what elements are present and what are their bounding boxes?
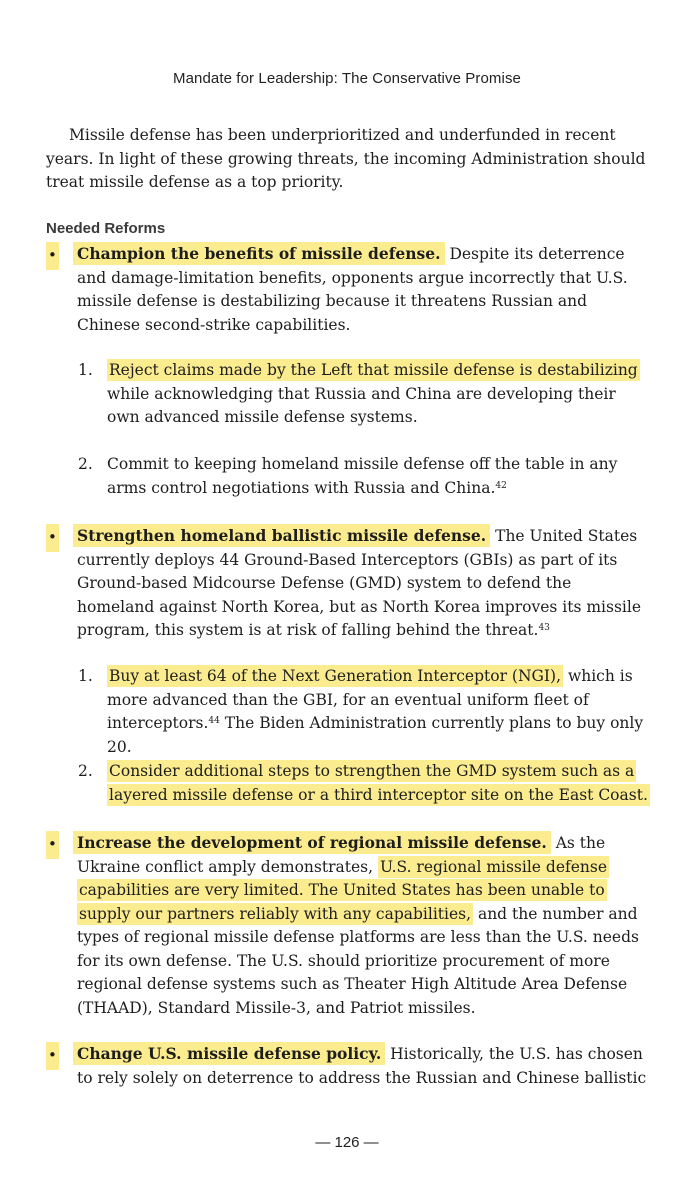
bullet-icon: • [46,524,59,552]
bullet-icon: • [46,242,59,270]
page-number: — 126 — [315,1134,379,1151]
reform-title: Change U.S. missile defense policy. [73,1042,385,1065]
reform-item [48,524,647,643]
reform-item [48,1042,647,1090]
reform-item [48,831,647,1020]
sub-item [78,453,652,500]
footnote-ref: 42 [495,480,507,491]
footnote-ref: 43 [538,623,550,633]
bullet-icon: • [46,1042,59,1070]
reform-title: Champion the benefits of missile defense. [73,242,445,265]
sub-item-text: while acknowledging that Russia and China are developing their own advanced missile defense systems. [107,384,616,426]
sub-item-number: 1. [78,667,93,685]
sub-item [78,665,652,759]
sub-item [78,760,652,807]
reform-body: As the Ukraine conflict amply demonstrates, [77,834,606,876]
highlighted-text: Reject claims made by the Left that missile defense is destabilizing [109,361,638,379]
sub-item-text: which is more advanced than the GBI, for an eventual uniform fleet of interceptors. [107,667,633,732]
sub-item-text: Commit to keeping homeland missile defense off the table in any arms control negotiations with Russia and China. [107,455,618,497]
intro-paragraph: Missile defense has been underprioritized and underfunded in recent years. In light of these growing threats, the incoming Administration should treat missile defense as a top priority. [46,126,646,191]
reform-body: and the number and types of regional missile defense platforms are less than the U.S. needs for its own defense. The U.S. should prioritize procurement of more regional defense systems such as Theater High Altitude Area Defense (THAAD), Standard Missile-3, and Patriot missiles. [77,904,639,1017]
reform-title: Increase the development of regional missile defense. [73,831,551,854]
running-head: Mandate for Leadership: The Conservative Promise [172,70,522,87]
reform-item [48,242,647,337]
highlighted-text: Consider additional steps to strengthen the GMD system such as a layered missile defense or a third interceptor site on the East Coast. [109,762,648,804]
bullet-icon: • [46,831,59,859]
section-heading: Needed Reforms [46,220,166,237]
reform-body: Despite its deterrence and damage-limitation benefits, opponents argue incorrectly that U.S. missile defense is destabilizing because it threatens Russian and Chinese second-strike capabilities. [77,245,628,334]
reform-body: Historically, the U.S. has chosen to rely solely on deterrence to address the Russian and Chinese ballistic [77,1045,647,1087]
highlighted-text: Buy at least 64 of the Next Generation Interceptor (NGI), [109,667,561,685]
highlighted-text: U.S. regional missile defense capabilities are very limited. The United States has been unable to supply our partners reliably with any capabilities, [79,857,608,923]
reform-body: The United States currently deploys 44 Ground-Based Interceptors (GBIs) as part of its Ground-based Midcourse Defense (GMD) system to defend the homeland against North Korea, but as North Korea improves its missile program, this system is at risk of falling behind the threat. [77,527,642,639]
footnote-ref: 44 [208,716,220,726]
reform-title: Strengthen homeland ballistic missile defense. [73,524,490,547]
sub-item-text: The Biden Administration currently plans to buy only 20. [107,714,644,756]
sub-item-number: 2. [78,762,93,780]
sub-item [78,359,652,430]
sub-item-number: 2. [78,455,93,473]
sub-item-number: 1. [78,361,93,379]
